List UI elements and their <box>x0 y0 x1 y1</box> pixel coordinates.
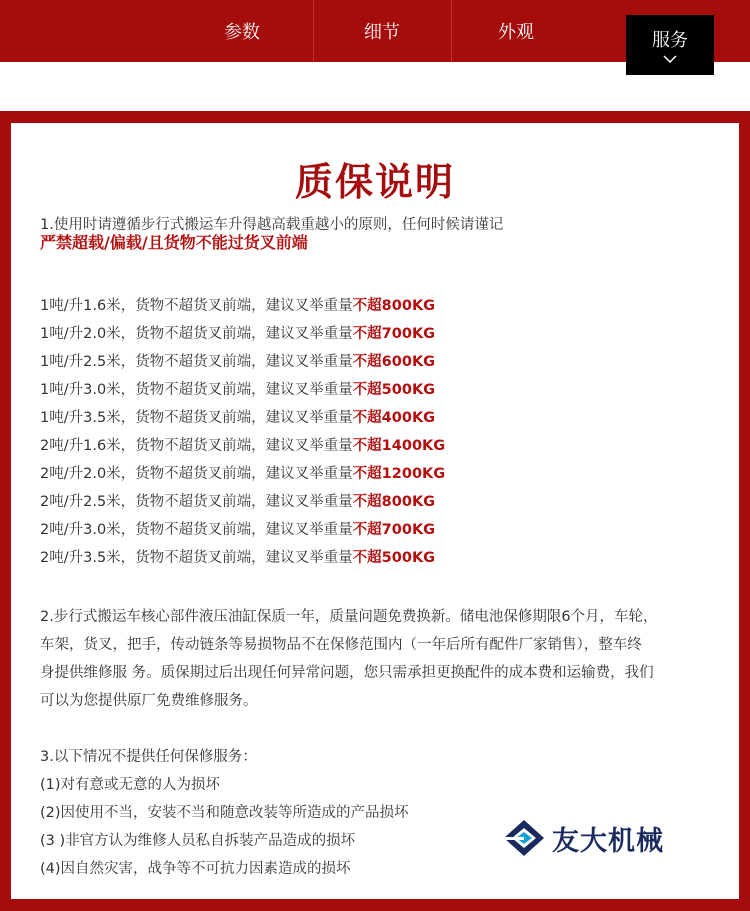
rule-3-title: 3.以下情况不提供任何保修服务： <box>40 749 257 765</box>
rule-1-text: 1.使用时请遵循步行式搬运车升得越高载重越小的原则，任何时候请谨记 <box>40 217 504 233</box>
load-limit-list <box>40 292 445 572</box>
rule-2-paragraph <box>40 603 720 715</box>
exclusion-item: (1)对有意或无意的人为损坏 <box>40 777 221 793</box>
tab-params[interactable]: 参数 <box>224 22 260 43</box>
load-limit-row: 2吨/升3.5米，货物不超货叉前端，建议叉举重量不超500KG <box>40 550 436 566</box>
tab-detail[interactable]: 细节 <box>364 22 400 43</box>
rule-2-line: 可以为您提供原厂免费维修服务。 <box>40 693 258 709</box>
load-limit-row: 1吨/升3.5米，货物不超货叉前端，建议叉举重量不超400KG <box>40 410 436 426</box>
tab-service-active[interactable] <box>626 15 714 75</box>
rule-2-line: 2.步行式搬运车核心部件液压油缸保质一年，质量问题免费换新。储电池保修期限6个月，车轮， <box>40 609 658 625</box>
overload-warning: 严禁超载/偏载/且货物不能过货叉前端 <box>40 233 308 252</box>
logo-emblem-icon <box>502 818 546 858</box>
load-limit-row: 2吨/升1.6米，货物不超货叉前端，建议叉举重量不超1400KG <box>40 438 446 454</box>
rule-3-section <box>40 743 409 883</box>
page-title: 质保说明 <box>294 160 455 204</box>
load-limit-row: 1吨/升2.0米，货物不超货叉前端，建议叉举重量不超700KG <box>40 326 436 342</box>
brand-logo <box>502 818 664 858</box>
rule-2-line: 车架，货叉，把手，传动链条等易损物品不在保修范围内（一年后所有配件厂家销售），整车终 <box>40 637 642 653</box>
load-limit-row: 1吨/升1.6米，货物不超货叉前端，建议叉举重量不超800KG <box>40 298 436 314</box>
exclusion-item: (2)因使用不当，安装不当和随意改装等所造成的产品损坏 <box>40 805 409 821</box>
exclusion-item: (4)因自然灾害，战争等不可抗力因素造成的损坏 <box>40 861 351 877</box>
exclusion-item: (3 )非官方认为维修人员私自拆装产品造成的损坏 <box>40 833 356 849</box>
rule-2-line: 身提供维修服 务。质保期过后出现任何异常问题，您只需承担更换配件的成本费和运输费，我们 <box>40 665 654 681</box>
load-limit-row: 2吨/升3.0米，货物不超货叉前端，建议叉举重量不超700KG <box>40 522 436 538</box>
tab-service-label: 服务 <box>652 30 688 51</box>
load-limit-row: 1吨/升3.0米，货物不超货叉前端，建议叉举重量不超500KG <box>40 382 436 398</box>
tab-appearance[interactable]: 外观 <box>498 22 534 43</box>
load-limit-row: 2吨/升2.5米，货物不超货叉前端，建议叉举重量不超800KG <box>40 494 436 510</box>
load-limit-row: 1吨/升2.5米，货物不超货叉前端，建议叉举重量不超600KG <box>40 354 436 370</box>
warranty-panel <box>11 123 739 899</box>
warranty-frame <box>0 111 750 911</box>
load-limit-row: 2吨/升2.0米，货物不超货叉前端，建议叉举重量不超1200KG <box>40 466 446 482</box>
chevron-down-icon <box>663 55 677 63</box>
logo-text: 友大机械 <box>552 825 664 857</box>
